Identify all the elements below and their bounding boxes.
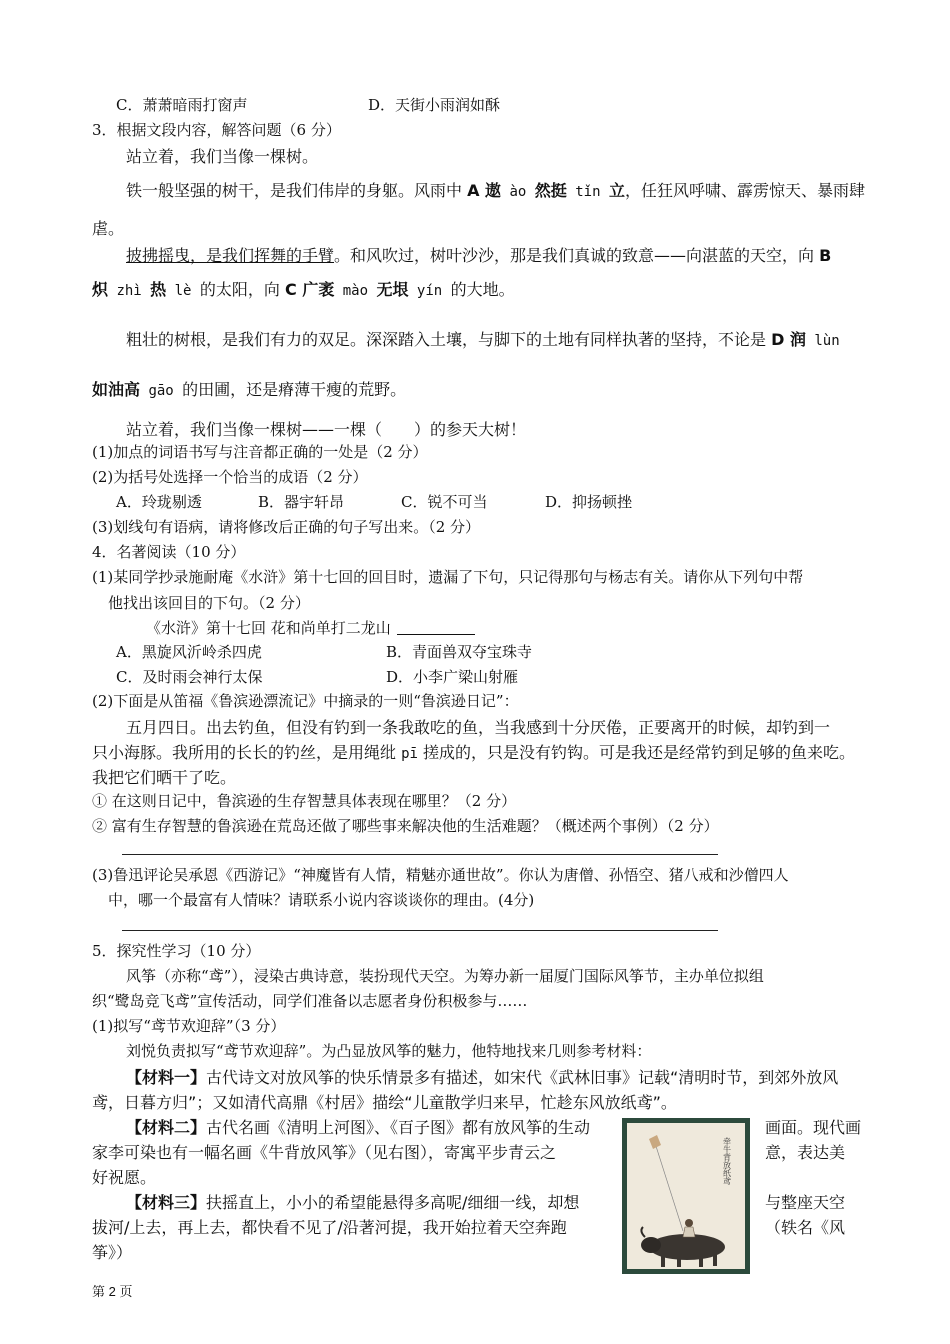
q3-paragraph-5: 站立着，我们当像一棵树——一棵（ ）的参天大树！ bbox=[126, 420, 527, 439]
q4-chapter-title: 《水浒》第十七回 花和尚单打二龙山 bbox=[146, 619, 475, 638]
q2-option-d: D．天街小雨润如酥 bbox=[368, 96, 501, 114]
q5-sub-1: (1)拟写“鸢节欢迎辞”（3 分） bbox=[92, 1017, 286, 1035]
q3-paragraph-4-line-1: 粗壮的树根，是我们有力的双足。深深踏入土壤，与脚下的土地有同样执著的坚持，不论是 D 润 lùn bbox=[126, 330, 840, 349]
buffalo-rider-illustration bbox=[627, 1123, 745, 1269]
q3-paragraph-3-line-1: 披拂摇曳，是我们挥舞的手臂。和风吹过，树叶沙沙，那是我们真诚的致意——向湛蓝的天空，向 B bbox=[126, 246, 832, 265]
buffalo-leg bbox=[661, 1255, 665, 1267]
q3-option-c: C．锐不可当 bbox=[401, 493, 488, 511]
q3-heading: 3．根据文段内容，解答问题（6 分） bbox=[92, 121, 341, 139]
material-2-line-2: 家李可染也有一幅名画《牛背放风筝》（见右图），寄寓平步青云之 bbox=[92, 1143, 557, 1162]
kite-icon bbox=[649, 1135, 661, 1149]
buffalo-leg bbox=[677, 1256, 681, 1267]
material-2-line-2-right: 意，表达美 bbox=[765, 1143, 846, 1162]
page-number: 第 2 页 bbox=[92, 1284, 133, 1299]
q3-option-b: B．器宇轩昂 bbox=[258, 493, 345, 511]
q4-sub-2: (2)下面是从笛福《鲁滨逊漂流记》中摘录的一则“鲁滨逊日记”： bbox=[92, 692, 519, 710]
q4-circle-question-2: ② 富有生存智慧的鲁滨逊在荒岛还做了哪些事来解决他的生活难题？（概述两个事例）（2 分） bbox=[92, 817, 719, 835]
q4-heading: 4．名著阅读（10 分） bbox=[92, 543, 246, 561]
q4-circle-question-1: ① 在这则日记中，鲁滨逊的生存智慧具体表现在哪里？（2 分） bbox=[92, 792, 517, 810]
buffalo-leg bbox=[699, 1256, 703, 1267]
painting-inscription: 牵牛背放纸鸢 bbox=[722, 1137, 732, 1185]
q3-paragraph-2-line-2: 虐。 bbox=[92, 219, 125, 238]
q5-intro-line-2: 织“鹭岛竞飞鸢”宣传活动，同学们准备以志愿者身份积极参与…… bbox=[92, 992, 528, 1010]
material-3-line-2-right: （轶名《风 bbox=[765, 1218, 846, 1237]
answer-line[interactable] bbox=[122, 930, 718, 931]
q3-option-a: A．玲珑剔透 bbox=[116, 493, 202, 511]
q4-sub-3-line-2: 中，哪一个最富有人情味？请联系小说内容谈谈你的理由。(4分) bbox=[108, 891, 535, 909]
material-2-line-3: 好祝愿。 bbox=[92, 1168, 157, 1187]
q3-sub-1: (1)加点的词语书写与注音都正确的一处是（2 分） bbox=[92, 443, 428, 461]
diary-line-2: 只小海豚。我所用的长长的钓丝，是用绳纰 pī 搓成的，只是没有钓钩。可是我还是经常钓到足够的鱼来吃。 bbox=[92, 743, 856, 762]
material-3-line-1: 【材料三】扶摇直上，小小的希望能悬得多高呢/细细一线，却想 bbox=[126, 1193, 580, 1212]
q4-sub-3-line-1: (3)鲁迅评论吴承恩《西游记》“神魔皆有人情，精魅亦通世故”。你认为唐僧、孙悟空、猪八戒和沙僧四人 bbox=[92, 866, 789, 884]
q5-intro-line-1: 风筝（亦称“鸢”），浸染古典诗意，装扮现代天空。为筹办新一届厦门国际风筝节，主办单位拟组 bbox=[126, 967, 764, 985]
q3-paragraph-2-line-1: 铁一般坚强的树干，是我们伟岸的身躯。风雨中 A 遨 ào 然挺 tǐn 立，任狂风呼啸、霹雳惊天、暴雨肆 bbox=[126, 181, 865, 200]
material-2-line-1: 【材料二】古代名画《清明上河图》、《百子图》都有放风筝的生动 bbox=[126, 1118, 591, 1137]
q4-sub-1-line-1: (1)某同学抄录施耐庵《水浒》第十七回的回目时，遗漏了下句，只记得那句与杨志有关。请你从下列句中帮 bbox=[92, 568, 804, 586]
q3-paragraph-3-line-2: 炽 zhì 热 lè 的太阳，向 C 广袤 mào 无垠 yín 的大地。 bbox=[92, 280, 515, 299]
underlined-sentence: 披拂摇曳，是我们挥舞的手臂 bbox=[126, 246, 335, 265]
q4-option-a: A．黑旋风沂岭杀四虎 bbox=[116, 643, 262, 661]
q4-sub-1-line-2: 他找出该回目的下句。（2 分） bbox=[108, 594, 310, 612]
diary-line-3: 我把它们晒干了吃。 bbox=[92, 768, 237, 787]
answer-blank[interactable] bbox=[397, 620, 475, 635]
material-3-line-2: 拔河/上去，再上去，都快看不见了/沿著河提，我开始拉着天空奔跑 bbox=[92, 1218, 567, 1237]
material-2-line-1-right: 画面。现代画 bbox=[765, 1118, 862, 1137]
material-3-line-1-right: 与整座天空 bbox=[765, 1193, 846, 1212]
buffalo-head bbox=[641, 1237, 661, 1253]
material-1-line-1: 【材料一】古代诗文对放风筝的快乐情景多有描述，如宋代《武林旧事》记载“清明时节，到郊外放风 bbox=[126, 1068, 839, 1087]
q3-sub-2: (2)为括号处选择一个恰当的成语（2 分） bbox=[92, 468, 368, 486]
q4-option-c: C．及时雨会神行太保 bbox=[116, 668, 263, 686]
child-body bbox=[683, 1227, 695, 1237]
q3-paragraph-4-line-2: 如油高 gāo 的田圃，还是瘠薄干瘦的荒野。 bbox=[92, 380, 407, 399]
q4-option-d: D．小李广梁山射雁 bbox=[386, 668, 519, 686]
kite-string bbox=[655, 1143, 683, 1231]
q3-sub-3: (3)划线句有语病，请将修改后正确的句子写出来。（2 分） bbox=[92, 518, 481, 536]
q2-option-c: C．萧萧暗雨打窗声 bbox=[116, 96, 248, 114]
material-1-line-2: 鸢，日暮方归”；又如清代高鼎《村居》描绘“儿童散学归来早，忙趁东风放纸鸢”。 bbox=[92, 1093, 677, 1112]
q5-sub-1-intro: 刘悦负责拟写“鸢节欢迎辞”。为凸显放风筝的魅力，他特地找来几则参考材料： bbox=[126, 1042, 652, 1060]
buffalo-leg bbox=[713, 1254, 717, 1266]
material-3-line-3: 筝》） bbox=[92, 1243, 133, 1262]
q5-heading: 5．探究性学习（10 分） bbox=[92, 942, 261, 960]
buffalo-horn bbox=[641, 1227, 645, 1237]
q3-paragraph-1: 站立着，我们当像一棵树。 bbox=[126, 147, 319, 166]
child-head bbox=[685, 1219, 693, 1227]
q3-option-d: D．抑扬顿挫 bbox=[545, 493, 633, 511]
kite-on-buffalo-painting bbox=[622, 1118, 750, 1274]
answer-line[interactable] bbox=[122, 854, 718, 855]
diary-line-1: 五月四日。出去钓鱼，但没有钓到一条我敢吃的鱼，当我感到十分厌倦，正要离开的时候，却钓到一 bbox=[126, 718, 831, 737]
q4-option-b: B．青面兽双夺宝珠寺 bbox=[386, 643, 533, 661]
